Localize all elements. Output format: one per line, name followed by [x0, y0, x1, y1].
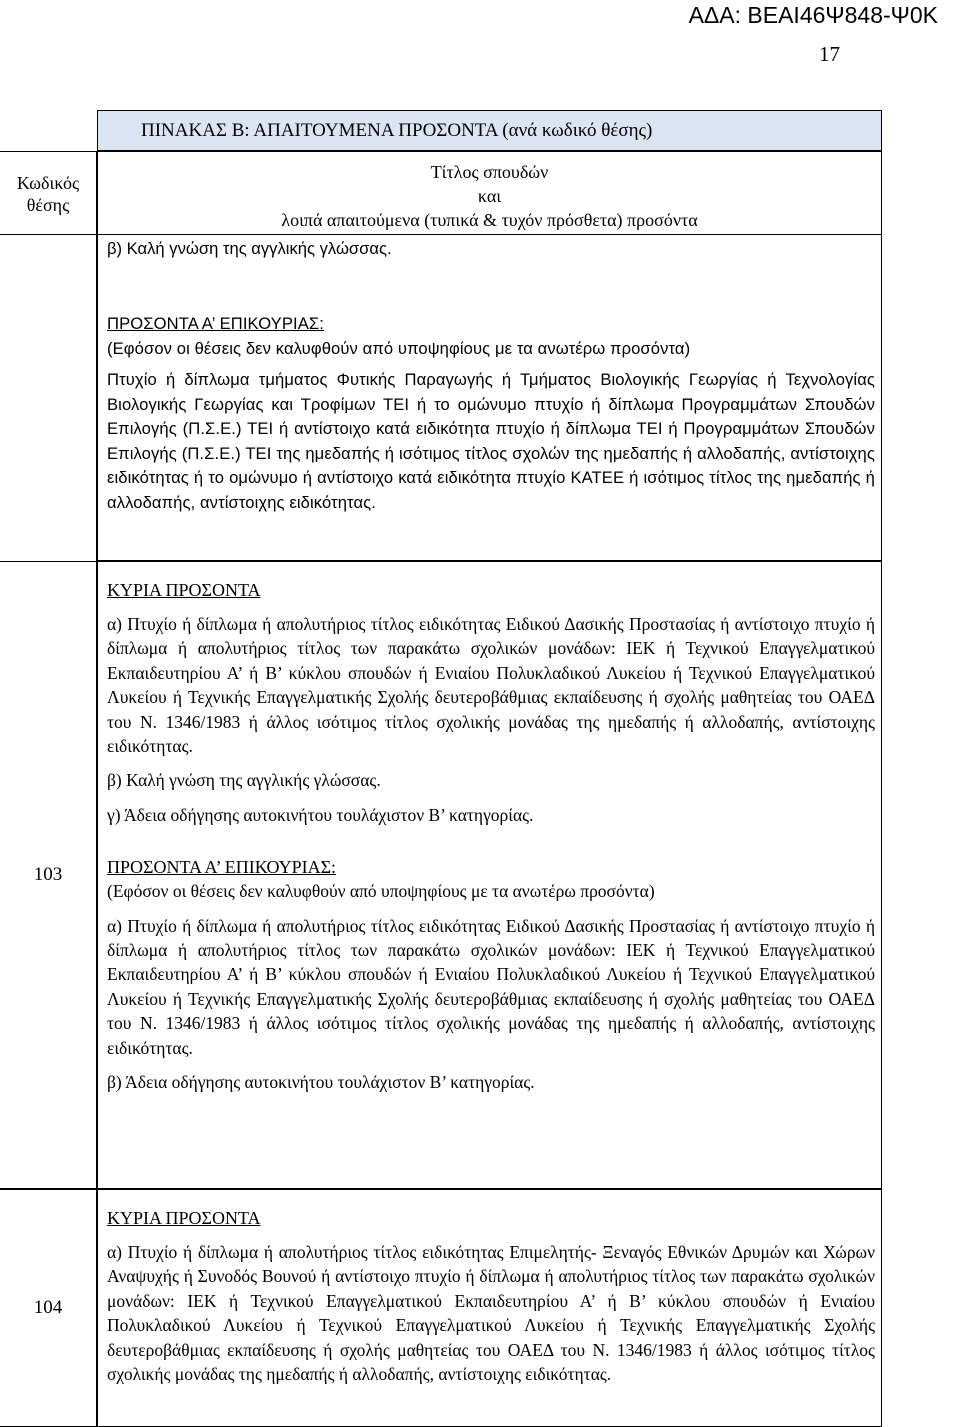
table-title: ΠΙΝΑΚΑΣ Β: ΑΠΑΙΤΟΥΜΕΝΑ ΠΡΟΣΟΝΤΑ (ανά κωδικό θέσης)	[97, 110, 882, 151]
main-item-a: α) Πτυχίο ή δίπλωμα ή απολυτήριος τίτλος ειδικότητας Επιμελητής- Ξεναγός Εθνικών Δρυμών και Χώρων Αναψυχής ή Συνοδός Βουνού ή αντίστοιχο πτυχίο ή δίπλωμα ή απολυτήριος τίτλος των παρακάτω σχολικών μονάδων: ΙΕΚ ή Τεχνικού Επαγγελματικού Εκπαιδευτηρίου Α’ ή Β’ κύκλου σπουδών ή Ενιαίου Πολυκλαδικού Λυκείου ή Τεχνικού Επαγγελματικού Λυκείου ή Τεχνικής Επαγγελματικής Σχολής δευτεροβάθμιας εκπαίδευσης ή σχολής μαθητείας του ΟΑΕΔ του Ν. 1346/1983 ή άλλος ισότιμος τίτλος σχολικής μονάδας της ημεδαπής ή αλλοδαπής, αντίστοιχης ειδικότητας.	[107, 1242, 875, 1385]
ada-code: ΑΔΑ: ΒΕΑΙ46Ψ848-Ψ0Κ	[688, 2, 938, 28]
column-header-code	[0, 151, 97, 235]
main-item-a: α) Πτυχίο ή δίπλωμα ή απολυτήριος τίτλος ειδικότητας Ειδικού Δασικής Προστασίας ή αντίστοιχο πτυχίο ή δίπλωμα ή απολυτήριος τίτλος των παρακάτω σχολικών μονάδων: ΙΕΚ ή Τεχνικού Επαγγελματικού Εκπαιδευτηρίου Α’ ή Β’ κύκλου σπουδών ή Ενιαίου Πολυκλαδικού Λυκείου ή Τεχνικού Επαγγελματικού Λυκείου ή Τεχνικής Επαγγελματικής Σχολής δευτεροβάθμιας εκπαίδευσης ή σχολής μαθητείας του ΟΑΕΔ του Ν. 1346/1983 ή άλλος ισότιμος τίτλος σχολικής μονάδας της ημεδαπής ή αλλοδαπής, αντίστοιχης ειδικότητας.	[107, 614, 875, 757]
table-row-103	[97, 561, 882, 1189]
position-code: 104	[33, 1297, 63, 1318]
main-heading: ΚΥΡΙΑ ΠΡΟΣΟΝΤΑ	[107, 1208, 261, 1228]
table-row-code-103	[0, 561, 97, 1189]
table-row-104	[97, 1189, 882, 1427]
position-code: 103	[33, 864, 63, 885]
aux-text: Πτυχίο ή δίπλωμα τμήματος Φυτικής Παραγωγής ή Τμήματος Βιολογικής Γεωργίας ή Τεχνολογίας Βιολογικής Γεωργίας και Τροφίμων ΤΕΙ ή το ομώνυμο πτυχίο ή δίπλωμα Προγραμμάτων Σπουδών Επιλογής (Π.Σ.Ε.) ΤΕΙ ή αντίστοιχο κατά ειδικότητα πτυχίο ή δίπλωμα ΤΕΙ ή Προγραμμάτων Σπουδών Επιλογής (Π.Σ.Ε.) ΤΕΙ της ημεδαπής ή ισότιμος τίτλος σχολών της ημεδαπής ή αλλοδαπής, αντίστοιχης ειδικότητας ή το ομώνυμο ή αντίστοιχο κατά ειδικότητα πτυχίο ΚΑΤΕΕ ή ισότιμος τίτλος της ημεδαπής ή αλλοδαπής, αντίστοιχης ειδικότητας.	[107, 370, 875, 512]
main-heading: ΚΥΡΙΑ ΠΡΟΣΟΝΤΑ	[107, 580, 261, 600]
column-header-code-line2: θέσης	[26, 195, 70, 215]
aux-item-b: β) Άδεια οδήγησης αυτοκινήτου τουλάχιστον Β’ κατηγορίας.	[107, 1072, 535, 1093]
aux-note: (Εφόσον οι θέσεις δεν καλυφθούν από υποψηφίους με τα ανωτέρω προσόντα)	[107, 338, 691, 358]
column-header-qual-line3: λοιπά απαιτούμενα (τυπικά & τυχόν πρόσθετα) προσόντα	[281, 210, 698, 230]
column-header-qual-line2: και	[477, 186, 502, 206]
table-row-code-104	[0, 1189, 97, 1427]
main-item-c: γ) Άδεια οδήγησης αυτοκινήτου τουλάχιστον Β’ κατηγορίας.	[107, 804, 534, 825]
column-header-code-line1: Κωδικός	[16, 173, 80, 193]
column-header-qualifications	[97, 151, 882, 235]
aux-heading: ΠΡΟΣΟΝΤΑ Α’ ΕΠΙΚΟΥΡΙΑΣ:	[107, 857, 337, 878]
aux-item-a: α) Πτυχίο ή δίπλωμα ή απολυτήριος τίτλος ειδικότητας Ειδικού Δασικής Προστασίας ή αντίστοιχο πτυχίο ή δίπλωμα ή απολυτήριος τίτλος των παρακάτω σχολικών μονάδων: ΙΕΚ ή Τεχνικού Επαγγελματικού Εκπαιδευτηρίου Α’ ή Β’ κύκλου σπουδών ή Ενιαίου Πολυκλαδικού Λυκείου ή Τεχνικού Επαγγελματικού Λυκείου ή Τεχνικής Επαγγελματικής Σχολής δευτεροβάθμιας εκπαίδευσης ή σχολής μαθητείας του ΟΑΕΔ του Ν. 1346/1983 ή άλλος ισότιμος τίτλος σχολικής μονάδας της ημεδαπής ή αλλοδαπής, αντίστοιχης ειδικότητας.	[107, 915, 875, 1058]
page-number: 17	[819, 42, 840, 66]
table-row-continued	[97, 235, 882, 561]
overlap-text: β) Καλή γνώση της αγγλικής γλώσσας.	[107, 239, 392, 258]
aux-heading: ΠΡΟΣΟΝΤΑ Α’ ΕΠΙΚΟΥΡΙΑΣ:	[107, 314, 324, 333]
aux-note: (Εφόσον οι θέσεις δεν καλυφθούν από υποψηφίους με τα ανωτέρω προσόντα)	[107, 881, 655, 902]
column-header-qual-line1: Τίτλος σπουδών	[430, 162, 549, 182]
main-item-b: β) Καλή γνώση της αγγλικής γλώσσας.	[107, 770, 381, 791]
table-row-continued-code	[0, 235, 97, 561]
